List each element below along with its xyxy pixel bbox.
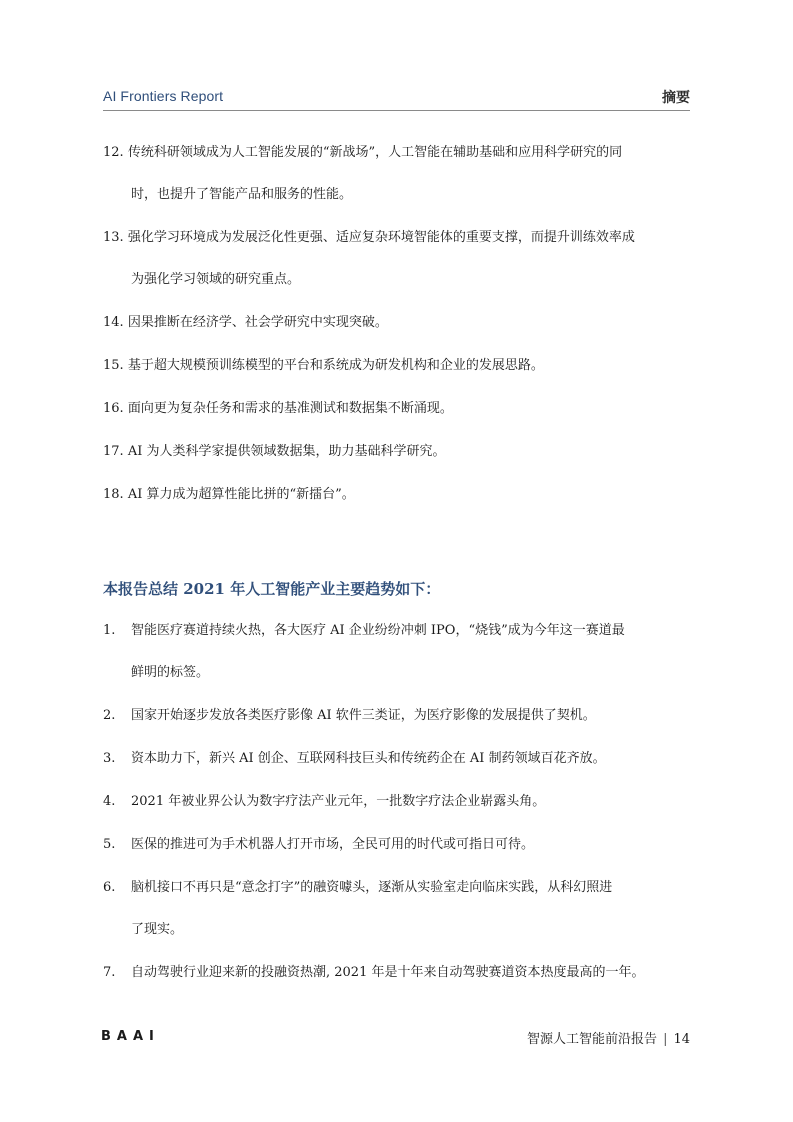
trends-list (103, 620, 703, 984)
item-text (131, 705, 703, 727)
section-label: 摘要 (662, 90, 690, 106)
logo-letter: I (149, 1029, 155, 1044)
logo-letter: B (101, 1029, 112, 1044)
list-item (103, 791, 703, 813)
item-number: 4. (103, 794, 116, 809)
report-brand: AI Frontiers Report (103, 88, 224, 104)
item-number: 17. (103, 444, 124, 459)
item-text (103, 441, 703, 463)
item-line: 智能医疗赛道持续火热，各大医疗 AI 企业纷纷冲刺 IPO，“烧钱”成为今年这一赛道最 (131, 623, 625, 638)
item-number: 6. (103, 880, 116, 895)
item-line: 2021 年被业界公认为数字疗法产业元年，一批数字疗法企业崭露头角。 (131, 794, 546, 809)
item-text (103, 484, 703, 506)
item-text (131, 962, 703, 984)
item-text (131, 748, 703, 770)
item-line: 面向更为复杂任务和需求的基准测试和数据集不断涌现。 (127, 401, 453, 416)
findings-list (103, 142, 703, 506)
item-text (131, 834, 703, 856)
list-item (103, 705, 703, 727)
list-item (103, 620, 703, 684)
item-text (131, 877, 703, 899)
list-item (103, 834, 703, 856)
footer-separator: | (663, 1032, 668, 1047)
item-number: 1. (103, 623, 116, 638)
item-line: 资本助力下，新兴 AI 创企、互联网科技巨头和传统药企在 AI 制药领域百花齐放。 (131, 751, 606, 766)
list-item (103, 962, 703, 984)
item-text (103, 142, 703, 164)
item-line: 强化学习环境成为发展泛化性更强、适应复杂环境智能体的重要支撑，而提升训练效率成 (127, 230, 635, 245)
item-text (103, 398, 703, 420)
item-number: 2. (103, 708, 116, 723)
logo-letter: A (116, 1029, 128, 1044)
item-number: 3. (103, 751, 116, 766)
item-line: 了现实。 (131, 922, 184, 937)
list-item (103, 441, 703, 463)
item-text (103, 355, 703, 377)
item-number: 18. (103, 487, 124, 502)
item-text-continued (103, 269, 703, 291)
section-heading: 本报告总结 2021 年人工智能产业主要趋势如下： (103, 580, 441, 598)
item-line: 鲜明的标签。 (131, 665, 210, 680)
page-header (103, 88, 690, 111)
list-item (103, 748, 703, 770)
list-item (103, 877, 703, 941)
item-line: AI 算力成为超算性能比拼的“新擂台”。 (127, 487, 355, 502)
item-line: 脑机接口不再只是“意念打字”的融资噱头，逐渐从实验室走向临床实践，从科幻照进 (131, 880, 613, 895)
item-number: 12. (103, 145, 124, 160)
footer-report-name: 智源人工智能前沿报告 (527, 1032, 658, 1047)
list-item (103, 227, 703, 291)
item-number: 15. (103, 358, 124, 373)
item-text-continued (131, 919, 703, 941)
item-line: AI 为人类科学家提供领域数据集，助力基础科学研究。 (127, 444, 446, 459)
item-text-continued (131, 662, 703, 684)
item-number: 16. (103, 401, 124, 416)
logo-letter: A (132, 1029, 145, 1044)
item-line: 传统科研领域成为人工智能发展的“新战场”，人工智能在辅助基础和应用科学研究的同 (127, 145, 623, 160)
item-text (103, 312, 703, 334)
page-footer (527, 1028, 690, 1047)
item-number: 5. (103, 837, 116, 852)
item-number: 7. (103, 965, 116, 980)
item-number: 14. (103, 315, 124, 330)
list-item (103, 355, 703, 377)
item-number: 13. (103, 230, 124, 245)
item-line: 为强化学习领域的研究重点。 (131, 272, 301, 287)
item-text-continued (103, 184, 703, 206)
list-item (103, 142, 703, 206)
list-item (103, 312, 703, 334)
item-text (131, 791, 703, 813)
item-line: 国家开始逐步发放各类医疗影像 AI 软件三类证，为医疗影像的发展提供了契机。 (131, 708, 596, 723)
item-line: 时，也提升了智能产品和服务的性能。 (131, 187, 353, 202)
item-line: 医保的推进可为手术机器人打开市场，全民可用的时代或可指日可待。 (131, 837, 535, 852)
item-text (103, 227, 703, 249)
list-item (103, 398, 703, 420)
list-item (103, 484, 703, 506)
item-text (131, 620, 703, 642)
baai-logo (101, 1029, 155, 1044)
item-line: 自动驾驶行业迎来新的投融资热潮, 2021 年是十年来自动驾驶赛道资本热度最高的一年。 (131, 965, 645, 980)
item-line: 因果推断在经济学、社会学研究中实现突破。 (127, 315, 388, 330)
item-line: 基于超大规模预训练模型的平台和系统成为研发机构和企业的发展思路。 (127, 358, 544, 373)
page-number: 14 (673, 1032, 690, 1047)
